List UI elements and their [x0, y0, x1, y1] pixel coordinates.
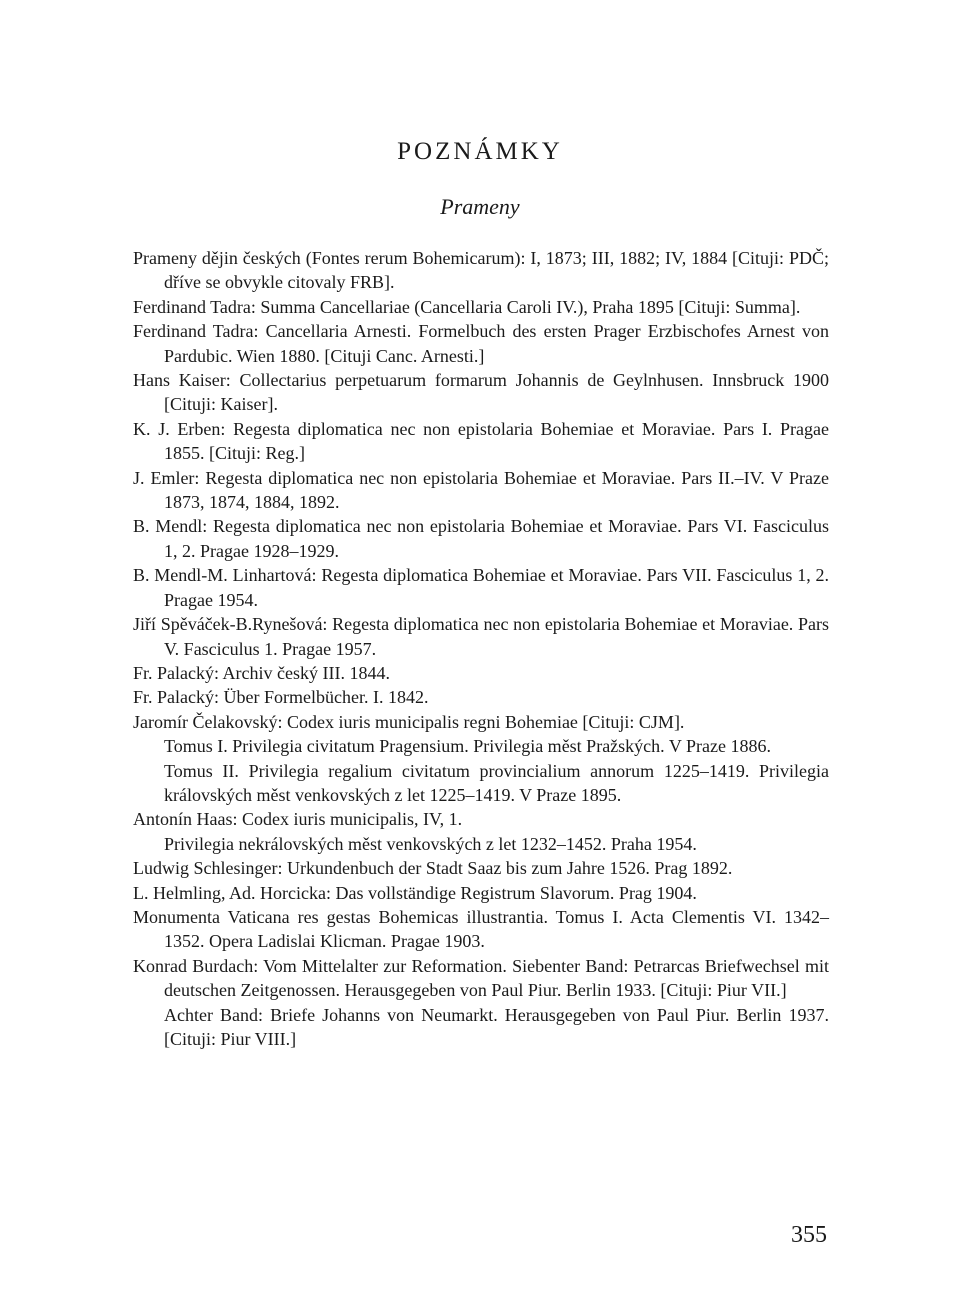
bibliography-entry: Ferdinand Tadra: Cancellaria Arnesti. Formelbuch des ersten Prager Erzbischofes Arnest von Pardubic. Wien 1880. [Cituji Canc. Arnesti.] — [133, 321, 829, 366]
bibliography-subentry: Achter Band: Briefe Johanns von Neumarkt. Herausgegeben von Paul Piur. Berlin 1937. [Cituji: Piur VIII.] — [164, 1004, 829, 1049]
bibliography-entry: B. Mendl: Regesta diplomatica nec non epistolaria Bohemiae et Moraviae. Pars VI. Fasciculus 1, 2. Pragae 1928–1929. — [133, 516, 829, 561]
bibliography-entry: Jiří Spěváček-B.Rynešová: Regesta diplomatica nec non epistolaria Bohemiae et Moraviae. Pars V. Fasciculus 1. Pragae 1957. — [133, 614, 829, 659]
bibliography-entry: K. J. Erben: Regesta diplomatica nec non epistolaria Bohemiae et Moraviae. Pars I. Pragae 1855. [Cituji: Reg.] — [133, 418, 829, 464]
page-title: POZNÁMKY — [397, 138, 563, 165]
bibliography-entry: Prameny dějin českých (Fontes rerum Bohemicarum): I, 1873; III, 1882; IV, 1884 [Cituji: PDČ; dříve se obvykle citovaly FRB]. — [133, 248, 829, 293]
page-number: 355 — [791, 1222, 827, 1248]
bibliography-entry: Fr. Palacký: Über Formelbücher. I. 1842. — [133, 687, 429, 708]
bibliography-list — [133, 246, 829, 1051]
bibliography-subentry: Privilegia nekrálovských měst venkovských z let 1232–1452. Praha 1954. — [164, 833, 697, 854]
bibliography-entry: Hans Kaiser: Collectarius perpetuarum formarum Johannis de Geylnhusen. Innsbruck 1900 [Cituji: Kaiser]. — [133, 370, 829, 415]
bibliography-entry: Konrad Burdach: Vom Mittelalter zur Reformation. Siebenter Band: Petrarcas Briefwechsel mit deutschen Zeitgenossen. Herausgegeben von Paul Piur. Berlin 1933. [Cituji: Piur VII.] — [133, 955, 829, 1001]
section-title: Prameny — [440, 194, 520, 219]
bibliography-entry: Fr. Palacký: Archiv český III. 1844. — [133, 662, 390, 683]
bibliography-entry: Ferdinand Tadra: Summa Cancellariae (Cancellaria Caroli IV.), Praha 1895 [Cituji: Summa]. — [133, 296, 801, 317]
bibliography-subentry: Tomus I. Privilegia civitatum Pragensium. Privilegia měst Pražských. V Praze 1886. — [164, 736, 771, 757]
bibliography-entry: Monumenta Vaticana res gestas Bohemicas illustrantia. Tomus I. Acta Clementis VI. 1342–1352. Opera Ladislai Klicman. Pragae 1903. — [133, 906, 829, 952]
bibliography-entry: J. Emler: Regesta diplomatica nec non epistolaria Bohemiae et Moraviae. Pars II.–IV. V Praze 1873, 1874, 1884, 1892. — [133, 467, 829, 513]
bibliography-entry: Jaromír Čelakovský: Codex iuris municipalis regni Bohemiae [Cituji: CJM]. — [133, 711, 685, 732]
bibliography-entry: B. Mendl-M. Linhartová: Regesta diplomatica Bohemiae et Moraviae. Pars VII. Fasciculus 1, 2. Pragae 1954. — [133, 565, 829, 610]
bibliography-subentry: Tomus II. Privilegia regalium civitatum provincialium annorum 1225–1419. Privilegia královských měst venkovských z let 1225–1419. V Praze 1895. — [164, 760, 829, 805]
bibliography-entry: Ludwig Schlesinger: Urkundenbuch der Stadt Saaz bis zum Jahre 1526. Prag 1892. — [133, 858, 733, 879]
bibliography-entry: L. Helmling, Ad. Horcicka: Das vollständige Registrum Slavorum. Prag 1904. — [133, 882, 697, 903]
bibliography-entry: Antonín Haas: Codex iuris municipalis, IV, 1. — [133, 809, 463, 830]
